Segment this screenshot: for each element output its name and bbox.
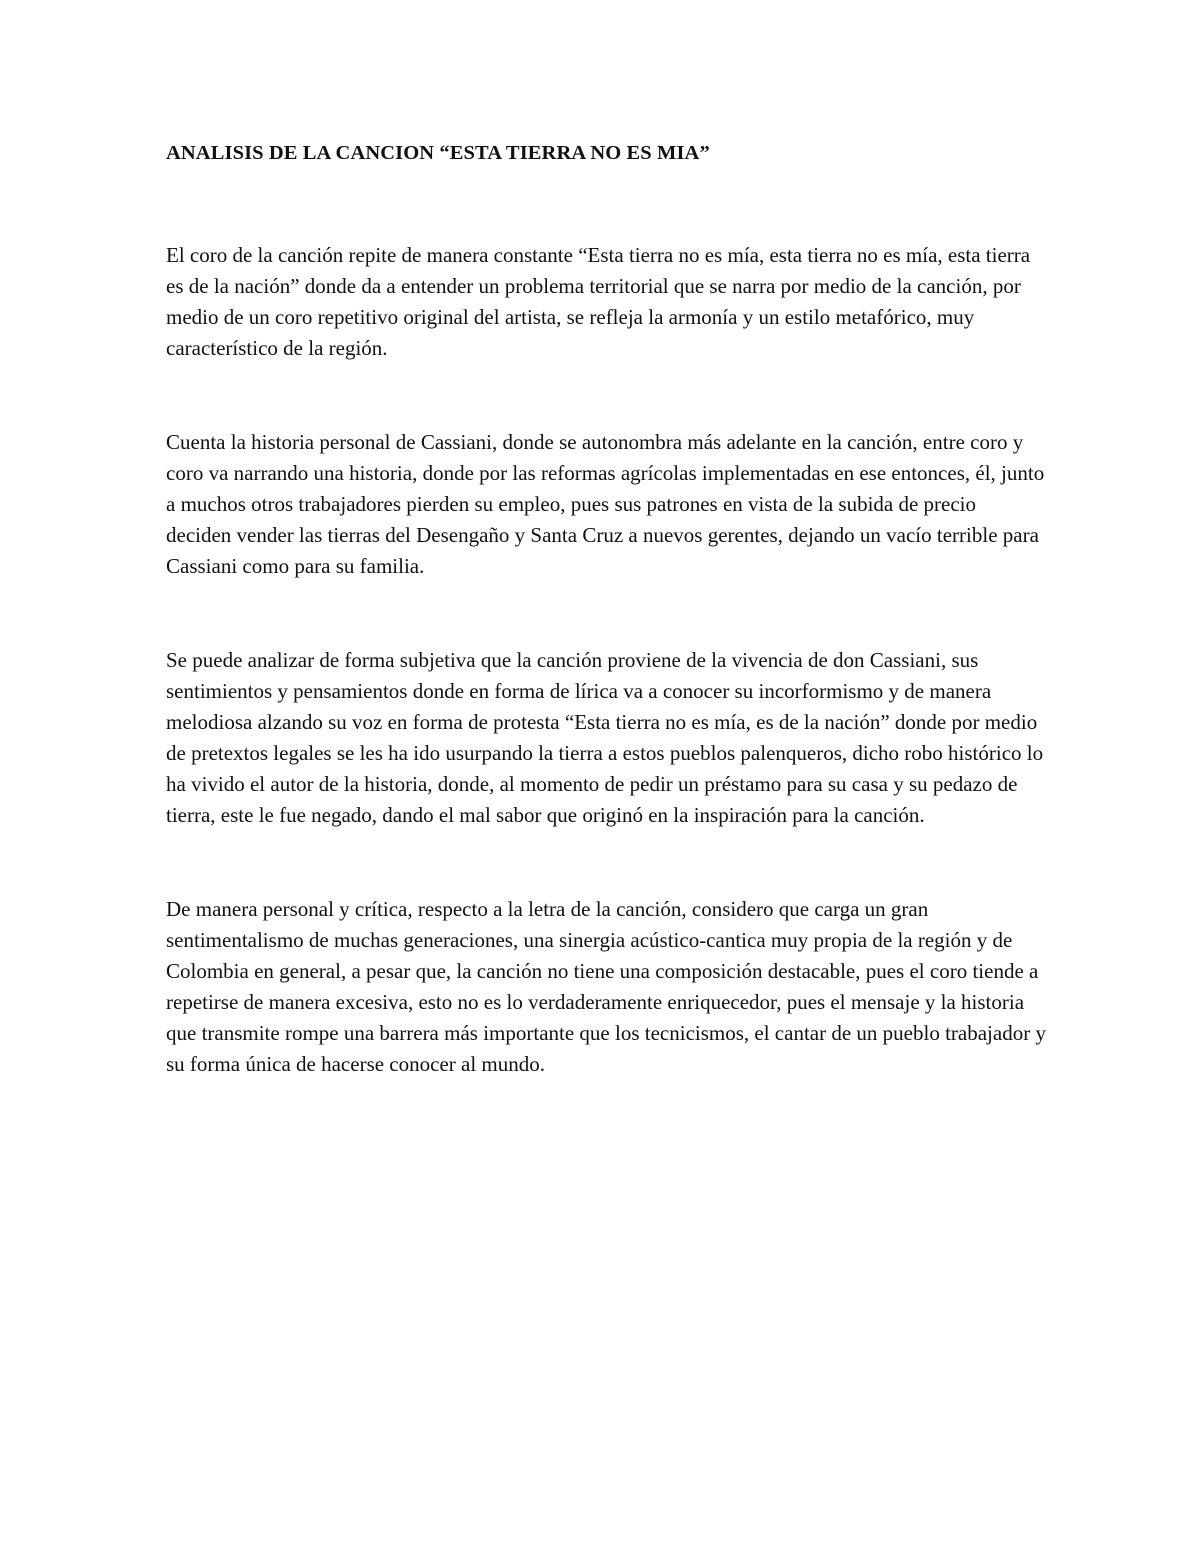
paragraph-subjective-analysis: Se puede analizar de forma subjetiva que la canción proviene de la vivencia de don Cassiani, sus sentimientos y pensamientos donde en forma de lírica va a conocer su incorformismo y de manera melodiosa alzando su voz en forma de protesta “Esta tierra no es mía, es de la nación” donde por medio de pretextos legales se les ha ido usurpando la tierra a estos pueblos palenqueros, dicho robo histórico lo ha vivido el autor de la historia, donde, al momento de pedir un préstamo para su casa y su pedazo de tierra, este le fue negado, dando el mal sabor que originó en la inspiración para la canción. xyxy=(166,648,1044,827)
paragraph-personal-critique: De manera personal y crítica, respecto a la letra de la canción, considero que carga un gran sentimentalismo de muchas generaciones, una sinergia acústico-cantica muy propia de la región y de Colombia en general, a pesar que, la canción no tiene una composición destacable, pues el coro tiende a repetirse de manera excesiva, esto no es lo verdaderamente enriquecedor, pues el mensaje y la historia que transmite rompe una barrera más importante que los tecnicismos, el cantar de un pueblo trabajador y su forma única de hacerse conocer al mundo. xyxy=(166,897,1046,1076)
document-title: ANALISIS DE LA CANCION “ESTA TIERRA NO ES MIA” xyxy=(166,142,710,164)
paragraph-cassiani-story: Cuenta la historia personal de Cassiani, donde se autonombra más adelante en la canción, entre coro y coro va narrando una historia, donde por las reformas agrícolas implementadas en ese entonces, él, junto a muchos otros trabajadores pierden su empleo, pues sus patrones en vista de la subida de precio deciden vender las tierras del Desengaño y Santa Cruz a nuevos gerentes, dejando un vacío terrible para Cassiani como para su familia. xyxy=(166,430,1045,578)
document-body xyxy=(166,138,1046,1080)
paragraph-chorus-analysis: El coro de la canción repite de manera constante “Esta tierra no es mía, esta tierra no es mía, esta tierra es de la nación” donde da a entender un problema territorial que se narra por medio de la canción, por medio de un coro repetitivo original del artista, se refleja la armonía y un estilo metafórico, muy característico de la región. xyxy=(166,243,1031,360)
